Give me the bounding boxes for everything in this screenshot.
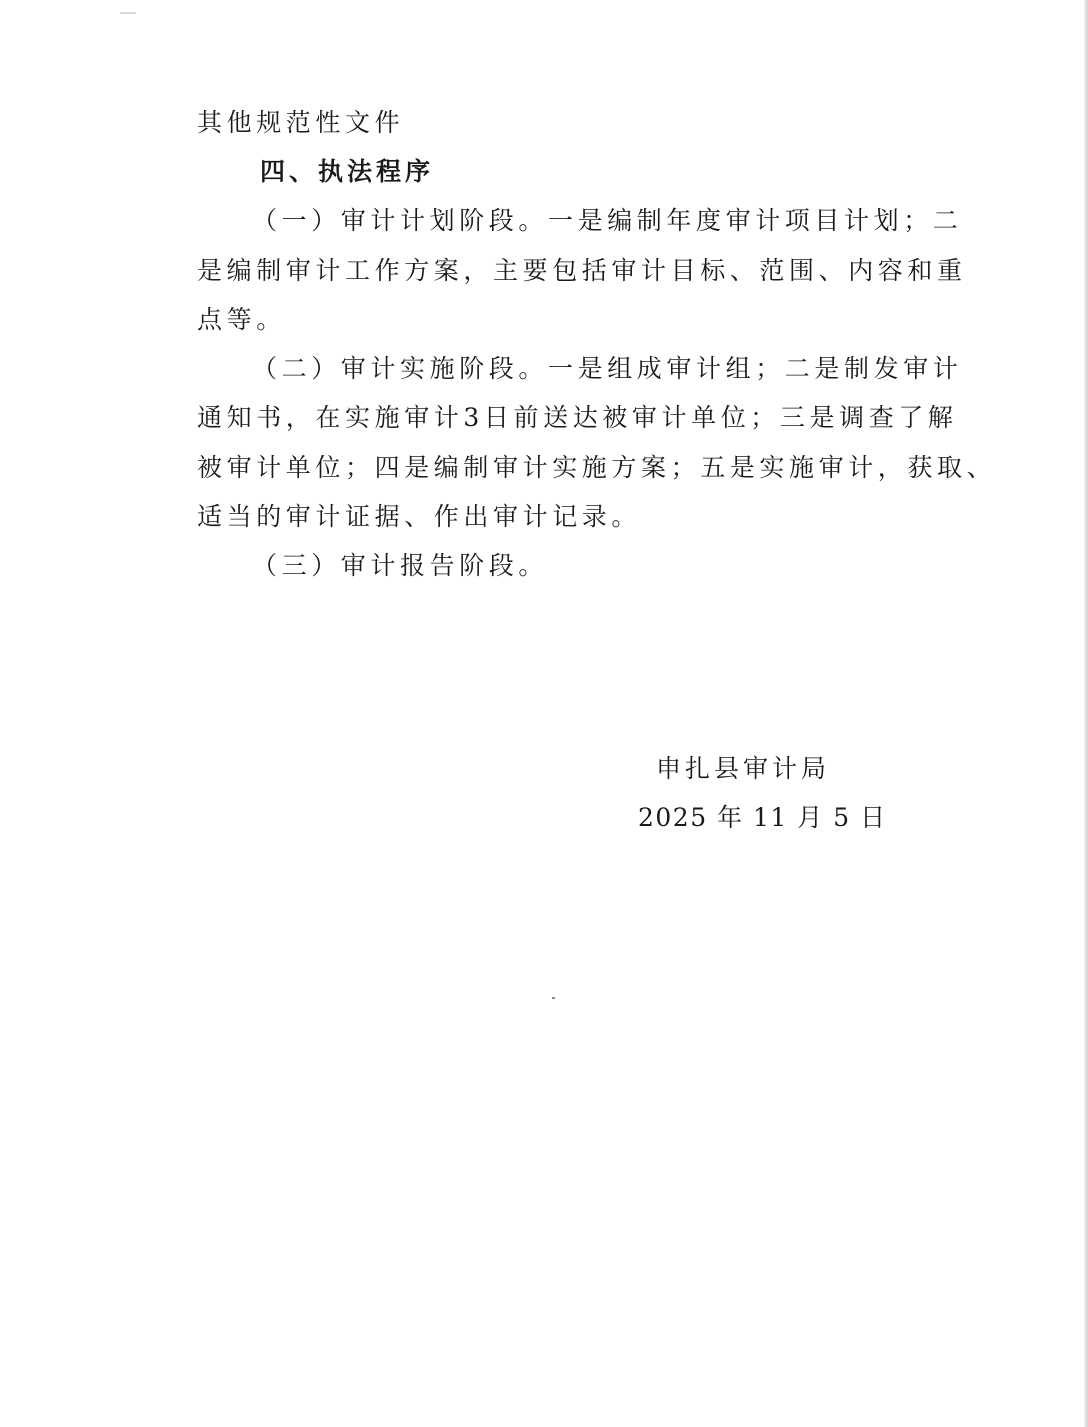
body-line-implementation-stage-4: 适当的审计证据、作出审计记录。 [197, 502, 642, 531]
body-line-report-stage: （三）审计报告阶段。 [252, 551, 549, 580]
scan-speck [552, 997, 555, 999]
page-edge-shadow [1084, 0, 1088, 1427]
signature-date: 2025 年 11 月 5 日 [638, 803, 887, 832]
signature-agency: 申扎县审计局 [656, 754, 831, 783]
body-line-other-normative-docs: 其他规范性文件 [197, 108, 405, 137]
body-line-implementation-stage-3: 被审计单位；四是编制审计实施方案；五是实施审计，获取、 [197, 453, 997, 482]
body-line-implementation-stage-1: （二）审计实施阶段。一是组成审计组；二是制发审计 [252, 354, 963, 383]
section-heading-enforcement-procedure: 四、执法程序 [260, 157, 435, 186]
body-line-implementation-stage-2: 通知书，在实施审计3日前送达被审计单位；三是调查了解 [197, 403, 958, 432]
body-line-planning-stage-2: 是编制审计工作方案，主要包括审计目标、范围、内容和重 [197, 256, 967, 285]
body-line-planning-stage-1: （一）审计计划阶段。一是编制年度审计项目计划；二 [252, 206, 963, 235]
scan-mark [120, 12, 136, 14]
body-line-planning-stage-3: 点等。 [197, 305, 286, 334]
